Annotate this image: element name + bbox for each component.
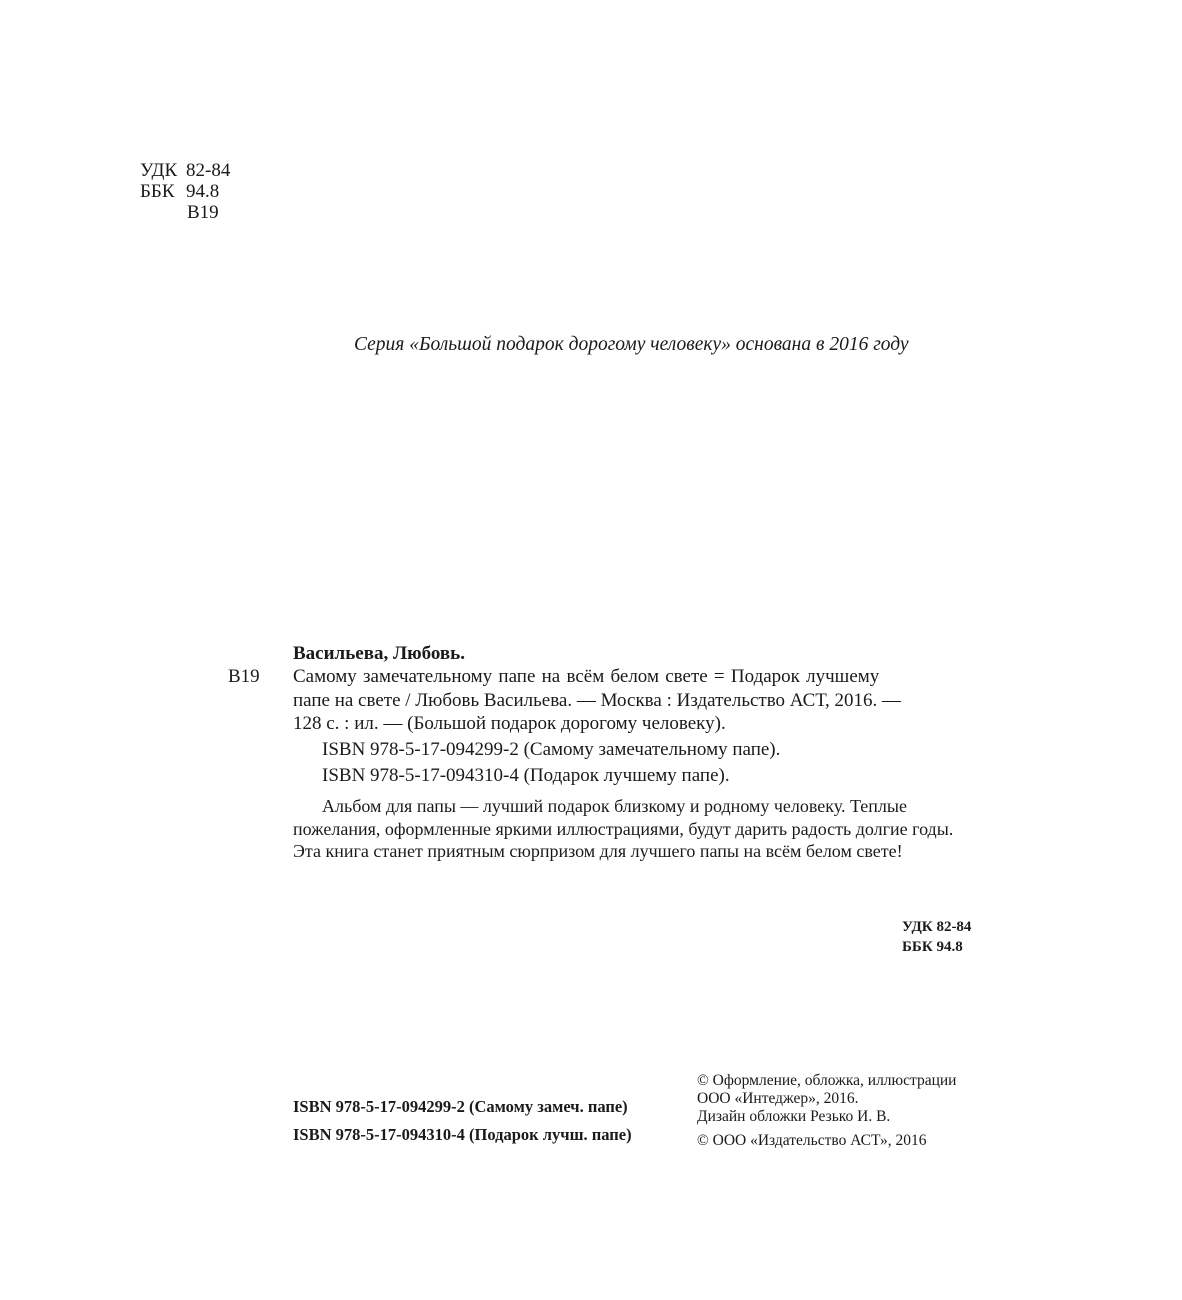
annotation-line: Эта книга станет приятным сюрпризом для лучшего папы на всём белом свете! xyxy=(293,841,903,861)
isbn-block-line: ISBN 978-5-17-094299-2 (Самому замеч. папе) xyxy=(293,1097,628,1116)
copyright-line: © Оформление, обложка, иллюстрации xyxy=(697,1072,957,1089)
description-line: папе на свете / Любовь Васильева. — Москва : Издательство АСТ, 2016. — xyxy=(293,690,901,711)
copyright-publisher: © ООО «Издательство АСТ», 2016 xyxy=(697,1132,927,1149)
description-line: Самому замечательному папе на всём белом свете = Подарок лучшему xyxy=(293,666,880,687)
author-heading: Васильева, Любовь. xyxy=(293,643,465,664)
annotation-line: пожелания, оформленные яркими иллюстрациями, будут дарить радость долгие годы. xyxy=(293,818,954,839)
classification-bottom xyxy=(902,917,971,957)
bbk-row xyxy=(140,181,230,202)
classification-top xyxy=(140,160,230,223)
copyright-line: ООО «Интеджер», 2016. xyxy=(697,1090,859,1107)
isbn-line: ISBN 978-5-17-094310-4 (Подарок лучшему папе). xyxy=(322,765,730,786)
isbn-block-line: ISBN 978-5-17-094310-4 (Подарок лучш. папе) xyxy=(293,1125,632,1144)
udk-row xyxy=(140,160,230,181)
copyright-line: Дизайн обложки Резько И. В. xyxy=(697,1108,891,1125)
isbn-line: ISBN 978-5-17-094299-2 (Самому замечательному папе). xyxy=(322,739,781,760)
author-mark: В19 xyxy=(228,666,260,687)
copyright-block xyxy=(697,1072,956,1150)
description-line: 128 с. : ил. — (Большой подарок дорогому человеку). xyxy=(293,713,726,734)
udk-bottom: УДК 82-84 xyxy=(902,919,972,935)
udk-value: 82-84 xyxy=(186,160,231,181)
annotation xyxy=(293,795,953,863)
bbk-label: ББК xyxy=(140,181,175,202)
series-note: Серия «Большой подарок дорогому человеку» основана в 2016 году xyxy=(354,334,909,355)
author-mark-top: В19 xyxy=(187,202,219,223)
bbk-bottom: ББК 94.8 xyxy=(902,939,963,955)
bbk-value: 94.8 xyxy=(186,181,220,202)
udk-label: УДК xyxy=(140,160,178,181)
annotation-line: Альбом для папы — лучший подарок близкому и родному человеку. Теплые xyxy=(322,796,907,816)
